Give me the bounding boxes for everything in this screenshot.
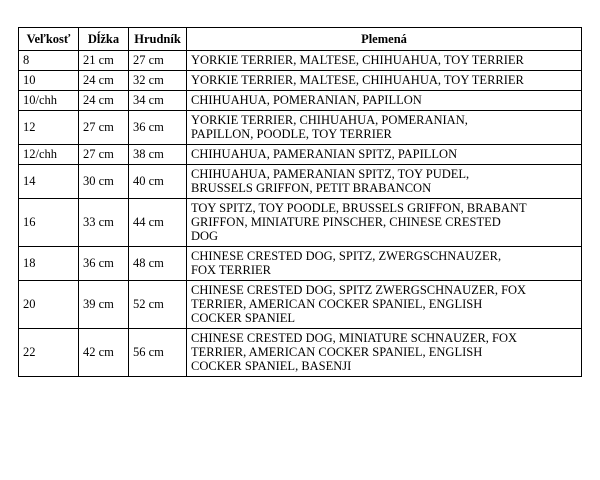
- cell-length: 39 cm: [79, 281, 129, 329]
- cell-breeds: [187, 199, 582, 247]
- breed-line: CHINESE CRESTED DOG, SPITZ ZWERGSCHNAUZER, FOX: [191, 283, 527, 297]
- cell-chest: 56 cm: [129, 329, 187, 377]
- breed-line: BRUSSELS GRIFFON, PETIT BRABANCON: [191, 181, 432, 195]
- cell-size: 12: [19, 111, 79, 145]
- cell-size: 8: [19, 51, 79, 71]
- dog-size-table: [18, 27, 582, 377]
- cell-length: 27 cm: [79, 145, 129, 165]
- table-header-row: [19, 28, 582, 51]
- table-row: [19, 145, 582, 165]
- table-row: [19, 247, 582, 281]
- table-header: [19, 28, 582, 51]
- table-row: [19, 281, 582, 329]
- cell-chest: 40 cm: [129, 165, 187, 199]
- cell-breeds: [187, 91, 582, 111]
- cell-size: 20: [19, 281, 79, 329]
- cell-breeds: [187, 71, 582, 91]
- breed-line: COCKER SPANIEL: [191, 311, 296, 325]
- column-header-size: Veľkosť: [19, 28, 79, 51]
- breed-line: YORKIE TERRIER, MALTESE, CHIHUAHUA, TOY TERRIER: [191, 53, 524, 67]
- breed-line: YORKIE TERRIER, MALTESE, CHIHUAHUA, TOY TERRIER: [191, 73, 524, 87]
- cell-chest: 36 cm: [129, 111, 187, 145]
- cell-length: 36 cm: [79, 247, 129, 281]
- cell-breeds: [187, 51, 582, 71]
- cell-chest: 52 cm: [129, 281, 187, 329]
- cell-length: 24 cm: [79, 91, 129, 111]
- cell-length: 24 cm: [79, 71, 129, 91]
- table-row: [19, 51, 582, 71]
- breed-line: PAPILLON, POODLE, TOY TERRIER: [191, 127, 392, 141]
- cell-size: 18: [19, 247, 79, 281]
- table-row: [19, 165, 582, 199]
- breed-line: CHIHUAHUA, PAMERANIAN SPITZ, TOY PUDEL,: [191, 167, 470, 181]
- breed-line: TERRIER, AMERICAN COCKER SPANIEL, ENGLISH: [191, 297, 483, 311]
- cell-size: 14: [19, 165, 79, 199]
- cell-size: 10: [19, 71, 79, 91]
- breed-line: CHIHUAHUA, PAMERANIAN SPITZ, PAPILLON: [191, 147, 458, 161]
- breed-line: DOG: [191, 229, 219, 243]
- table-row: [19, 199, 582, 247]
- cell-breeds: [187, 111, 582, 145]
- column-header-chest: Hrudník: [129, 28, 187, 51]
- cell-breeds: [187, 281, 582, 329]
- table-row: [19, 111, 582, 145]
- table-row: [19, 71, 582, 91]
- breed-line: FOX TERRIER: [191, 263, 271, 277]
- breed-line: CHIHUAHUA, POMERANIAN, PAPILLON: [191, 93, 422, 107]
- column-header-length: Dĺžka: [79, 28, 129, 51]
- table-row: [19, 329, 582, 377]
- cell-length: 42 cm: [79, 329, 129, 377]
- cell-chest: 27 cm: [129, 51, 187, 71]
- cell-length: 27 cm: [79, 111, 129, 145]
- cell-breeds: [187, 145, 582, 165]
- table-row: [19, 91, 582, 111]
- cell-size: 22: [19, 329, 79, 377]
- column-header-breeds: Plemená: [187, 28, 582, 51]
- cell-chest: 34 cm: [129, 91, 187, 111]
- breed-line: TERRIER, AMERICAN COCKER SPANIEL, ENGLISH: [191, 345, 483, 359]
- cell-size: 10/chh: [19, 91, 79, 111]
- cell-chest: 38 cm: [129, 145, 187, 165]
- cell-length: 21 cm: [79, 51, 129, 71]
- cell-size: 16: [19, 199, 79, 247]
- cell-length: 30 cm: [79, 165, 129, 199]
- cell-chest: 48 cm: [129, 247, 187, 281]
- cell-breeds: [187, 247, 582, 281]
- table-body: [19, 51, 582, 377]
- breed-line: GRIFFON, MINIATURE PINSCHER, CHINESE CRESTED: [191, 215, 501, 229]
- cell-size: 12/chh: [19, 145, 79, 165]
- cell-length: 33 cm: [79, 199, 129, 247]
- cell-breeds: [187, 329, 582, 377]
- breed-line: YORKIE TERRIER, CHIHUAHUA, POMERANIAN,: [191, 113, 468, 127]
- breed-line: TOY SPITZ, TOY POODLE, BRUSSELS GRIFFON, BRABANT: [191, 201, 527, 215]
- cell-chest: 44 cm: [129, 199, 187, 247]
- cell-chest: 32 cm: [129, 71, 187, 91]
- breed-line: CHINESE CRESTED DOG, MINIATURE SCHNAUZER, FOX: [191, 331, 518, 345]
- breed-line: COCKER SPANIEL, BASENJI: [191, 359, 352, 373]
- cell-breeds: [187, 165, 582, 199]
- breed-line: CHINESE CRESTED DOG, SPITZ, ZWERGSCHNAUZER,: [191, 249, 502, 263]
